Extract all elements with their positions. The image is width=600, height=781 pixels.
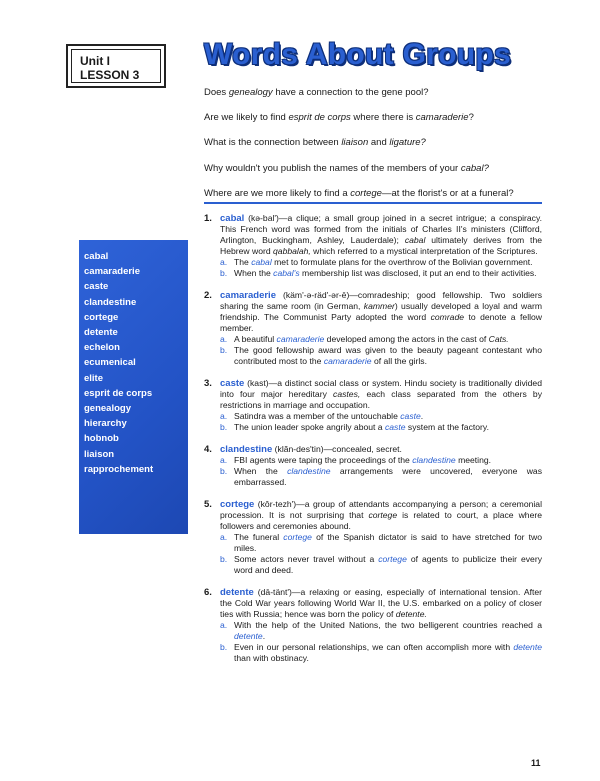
section-divider [204,202,542,204]
entry-word: camaraderie [220,290,276,301]
sidebar-word: clandestine [84,296,137,308]
example-b: b. Some actors never travel without a cortege of agents to publicize their every word and deed. [220,554,543,575]
entry-camaraderie [204,290,542,367]
sidebar-word: elite [84,372,104,384]
sidebar-word: genealogy [84,403,131,415]
sidebar-word: ecumenical [84,357,136,369]
sidebar-word: echelon [84,342,120,354]
entry-word: cabal [220,213,245,224]
vocabulary-entries [204,213,542,675]
sidebar-word: caste [84,281,109,293]
sidebar-word: hobnob [84,433,119,445]
sidebar-word: cabal [84,251,109,262]
entry-definition: caste (kast)—a distinct social class or system. Hindu society is traditionally divided into four major hereditary castes, each class separated from the others by restrictions in marriage and occupation. [220,378,542,410]
entry-number: 3. [204,378,212,389]
entry-word: cortege [220,499,255,510]
sidebar-word: cortege [84,311,119,323]
entry-word: clandestine [220,444,273,455]
example-b: b. When the clandestine arrangements were uncovered, everyone was embarrassed. [220,466,542,487]
entry-number: 6. [204,587,212,598]
entry-cortege [204,499,542,576]
entry-definition: camaraderie (käm'-ə-räd'-ər-ē)—comradeship; good fellowship. Two soldiers sharing the same room (in German, kammer) usually developed a loyal and warm friendship. The Communist Party adopted the word comrade to denote a fellow member. [220,290,542,333]
example-a: a. Satindra was a member of the untouchable caste. [220,411,424,421]
entry-word: detente [220,587,254,598]
example-a: a. A beautiful camaraderie developed among the actors in the cast of Cats. [220,334,509,344]
entry-definition: detente (dā-tänt')—a relaxing or easing, especially of international tension. After the Cold War years following World War II, the U.S. embarked on a policy of closer ties with Russia; hence was born the policy of detente. [220,587,542,619]
unit-lesson-box [66,44,166,88]
entry-word: caste [220,378,245,389]
sidebar-word: detente [84,327,118,339]
example-b: b. Even in our personal relationships, we can often accomplish more with detente than with obstinacy. [220,642,542,663]
example-b: b. When the cabal's membership list was disclosed, it put an end to their activities. [220,268,537,278]
example-a: a. The funeral cortege of the Spanish dictator is said to have stretched for two miles. [220,532,542,553]
example-a: a. The cabal met to formulate plans for the overthrow of the Bolivian government. [220,257,533,267]
entry-number: 5. [204,499,212,510]
sidebar-word: camaraderie [84,266,140,278]
question-4: Why wouldn't you publish the names of the members of your cabal? [204,162,489,174]
entry-caste [204,378,542,433]
intro-questions [204,87,554,213]
page-number: 11 [531,758,541,768]
lesson-label: LESSON 3 [80,68,140,82]
question-5: Where are we more likely to find a cortege—at the florist's or at a funeral? [204,187,514,199]
question-3: What is the connection between liaison and ligature? [204,137,426,149]
sidebar-word: hierarchy [84,418,127,430]
example-b: b. The good fellowship award was given to the beauty pageant contestant who contributed most to the camaraderie of all the girls. [220,345,542,366]
entry-definition: cabal (kə-bal')—a clique; a small group joined in a secret intrigue; a conspiracy. This French word was formed from the initials of Charles II's ministers (Clifford, Arlington, Buckingham, Ashley, Lauderdale); cabal ultimately derives from the Hebrew word qabbalah, which referred to a mystical interpretation of the Scriptures. [220,213,542,256]
sidebar-word: rapprochement [84,463,154,475]
page-title: Words About Groups [204,38,512,71]
example-a: a. FBI agents were taping the proceedings of the clandestine meeting. [220,455,492,465]
unit-label: Unit I [80,54,110,68]
sidebar-word: esprit de corps [84,387,153,399]
entry-definition: clandestine (klăn-des'tin)—concealed, secret. [220,444,402,455]
entry-number: 1. [204,213,212,224]
unit-lesson-inner [71,49,161,83]
question-1: Does genealogy have a connection to the gene pool? [204,87,429,98]
example-b: b. The union leader spoke angrily about a caste system at the factory. [220,422,489,432]
entry-cabal [204,213,542,279]
entry-number: 2. [204,290,212,301]
question-2: Are we likely to find esprit de corps where there is camaraderie? [204,112,474,124]
sidebar-word: liaison [84,448,115,460]
entry-definition: cortege (kôr-tezh')—a group of attendants accompanying a person; a ceremonial procession. It is not surprising that cortege is related to court, a place where followers and ceremonies abound. [220,499,542,531]
example-a: a. With the help of the United Nations, the two belligerent countries reached a detente. [220,620,542,641]
entry-clandestine [204,444,542,488]
vocabulary-sidebar [79,240,188,534]
entry-number: 4. [204,444,212,455]
entry-detente [204,587,542,664]
